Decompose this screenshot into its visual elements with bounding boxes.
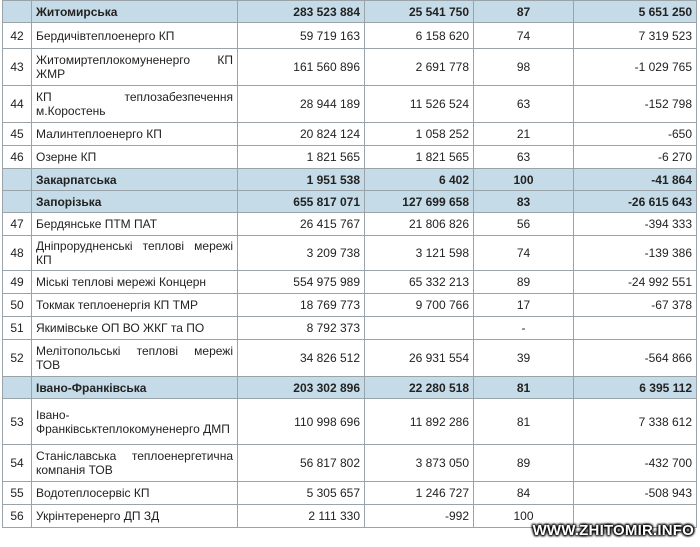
difference-cell: -432 700 [574,445,697,482]
accrued-amount-cell: 8 792 373 [238,317,365,340]
percent-cell: 74 [474,23,574,49]
difference-cell: 5 651 250 [574,1,697,23]
enterprise-name-cell: Токмак теплоенергія КП ТМР [32,294,238,317]
table-row [3,49,697,86]
data-table [2,0,697,528]
difference-cell: -564 866 [574,340,697,377]
row-number-cell [3,169,32,191]
enterprise-name-cell: Укрінтеренерго ДП ЗД [32,505,238,528]
difference-cell: -41 864 [574,169,697,191]
region-row [3,377,697,399]
debt-amount-cell: 26 931 554 [365,340,474,377]
table-row [3,340,697,377]
accrued-amount-cell: 5 305 657 [238,482,365,505]
row-number-cell [3,1,32,23]
table-container [2,0,696,528]
percent-cell: 83 [474,191,574,213]
debt-amount-cell: 21 806 826 [365,213,474,236]
percent-cell: 17 [474,294,574,317]
enterprise-name-cell: Водотеплосервіс КП [32,482,238,505]
enterprise-name-cell: Станіславська теплоенергетична компанія ТОВ [32,445,238,482]
enterprise-name-cell: КП теплозабезпечення м.Коростень [32,86,238,123]
table-row [3,445,697,482]
region-name-cell: Івано-Франківська [32,377,238,399]
debt-amount-cell: -992 [365,505,474,528]
difference-cell: 7 319 523 [574,23,697,49]
debt-amount-cell: 3 873 050 [365,445,474,482]
percent-cell: 74 [474,236,574,271]
row-number-cell: 55 [3,482,32,505]
accrued-amount-cell: 20 824 124 [238,123,365,146]
table-body [3,1,697,528]
percent-cell: 98 [474,49,574,86]
row-number-cell: 43 [3,49,32,86]
debt-amount-cell: 1 821 565 [365,146,474,169]
enterprise-name-cell: Якимівське ОП ВО ЖКГ та ПО [32,317,238,340]
enterprise-name-cell: Озерне КП [32,146,238,169]
row-number-cell: 56 [3,505,32,528]
row-number-cell: 50 [3,294,32,317]
accrued-amount-cell: 2 111 330 [238,505,365,528]
row-number-cell: 47 [3,213,32,236]
table-row [3,482,697,505]
debt-amount-cell: 6 158 620 [365,23,474,49]
accrued-amount-cell: 59 719 163 [238,23,365,49]
debt-amount-cell: 127 699 658 [365,191,474,213]
row-number-cell: 46 [3,146,32,169]
difference-cell: -6 270 [574,146,697,169]
percent-cell: 81 [474,377,574,399]
debt-amount-cell: 22 280 518 [365,377,474,399]
accrued-amount-cell: 3 209 738 [238,236,365,271]
accrued-amount-cell: 203 302 896 [238,377,365,399]
accrued-amount-cell: 26 415 767 [238,213,365,236]
table-row [3,213,697,236]
percent-cell: 63 [474,146,574,169]
enterprise-name-cell: Міські теплові мережі Концерн [32,271,238,294]
row-number-cell: 49 [3,271,32,294]
accrued-amount-cell: 161 560 896 [238,49,365,86]
row-number-cell: 51 [3,317,32,340]
percent-cell: 84 [474,482,574,505]
enterprise-name-cell: Бердянське ПТМ ПАТ [32,213,238,236]
percent-cell: 89 [474,445,574,482]
debt-amount-cell: 2 691 778 [365,49,474,86]
percent-cell: - [474,317,574,340]
row-number-cell: 45 [3,123,32,146]
percent-cell: 89 [474,271,574,294]
accrued-amount-cell: 110 998 696 [238,399,365,445]
row-number-cell [3,191,32,213]
enterprise-name-cell: Малинтеплоенерго КП [32,123,238,146]
table-row [3,236,697,271]
difference-cell: -26 615 643 [574,191,697,213]
difference-cell: -67 378 [574,294,697,317]
accrued-amount-cell: 28 944 189 [238,86,365,123]
difference-cell [574,317,697,340]
row-number-cell: 44 [3,86,32,123]
debt-amount-cell [365,317,474,340]
region-row [3,1,697,23]
table-row [3,399,697,445]
percent-cell: 100 [474,505,574,528]
debt-amount-cell: 11 526 524 [365,86,474,123]
accrued-amount-cell: 1 821 565 [238,146,365,169]
table-row [3,271,697,294]
difference-cell: -152 798 [574,86,697,123]
difference-cell: 6 395 112 [574,377,697,399]
accrued-amount-cell: 1 951 538 [238,169,365,191]
debt-amount-cell: 1 246 727 [365,482,474,505]
percent-cell: 100 [474,169,574,191]
percent-cell: 81 [474,399,574,445]
debt-amount-cell: 1 058 252 [365,123,474,146]
region-row [3,191,697,213]
percent-cell: 87 [474,1,574,23]
region-name-cell: Житомирська [32,1,238,23]
table-row [3,86,697,123]
row-number-cell: 48 [3,236,32,271]
table-row [3,294,697,317]
accrued-amount-cell: 283 523 884 [238,1,365,23]
debt-amount-cell: 65 332 213 [365,271,474,294]
debt-amount-cell: 3 121 598 [365,236,474,271]
enterprise-name-cell: Мелітопольські теплові мережі ТОВ [32,340,238,377]
row-number-cell: 42 [3,23,32,49]
region-name-cell: Закарпатська [32,169,238,191]
difference-cell: -394 333 [574,213,697,236]
row-number-cell: 52 [3,340,32,377]
enterprise-name-cell: Житомиртеплокомуненерго КП ЖМР [32,49,238,86]
difference-cell: -1 029 765 [574,49,697,86]
region-row [3,169,697,191]
difference-cell: 7 338 612 [574,399,697,445]
table-row [3,23,697,49]
region-name-cell: Запорізька [32,191,238,213]
difference-cell: -24 992 551 [574,271,697,294]
accrued-amount-cell: 56 817 802 [238,445,365,482]
debt-amount-cell: 6 402 [365,169,474,191]
percent-cell: 39 [474,340,574,377]
table-row [3,317,697,340]
difference-cell: -508 943 [574,482,697,505]
accrued-amount-cell: 34 826 512 [238,340,365,377]
row-number-cell: 54 [3,445,32,482]
percent-cell: 21 [474,123,574,146]
percent-cell: 63 [474,86,574,123]
difference-cell: -139 386 [574,236,697,271]
percent-cell: 56 [474,213,574,236]
debt-amount-cell: 9 700 766 [365,294,474,317]
accrued-amount-cell: 554 975 989 [238,271,365,294]
row-number-cell: 53 [3,399,32,445]
accrued-amount-cell: 655 817 071 [238,191,365,213]
table-row [3,123,697,146]
difference-cell: -650 [574,123,697,146]
debt-amount-cell: 25 541 750 [365,1,474,23]
accrued-amount-cell: 18 769 773 [238,294,365,317]
table-row [3,146,697,169]
enterprise-name-cell: Івано-Франківськтеплокомуненерго ДМП [32,399,238,445]
debt-amount-cell: 11 892 286 [365,399,474,445]
enterprise-name-cell: Дніпрорудненські теплові мережі КП [32,236,238,271]
enterprise-name-cell: Бердичівтеплоенерго КП [32,23,238,49]
watermark: WWW.ZHITOMIR.INFO [532,522,694,539]
row-number-cell [3,377,32,399]
